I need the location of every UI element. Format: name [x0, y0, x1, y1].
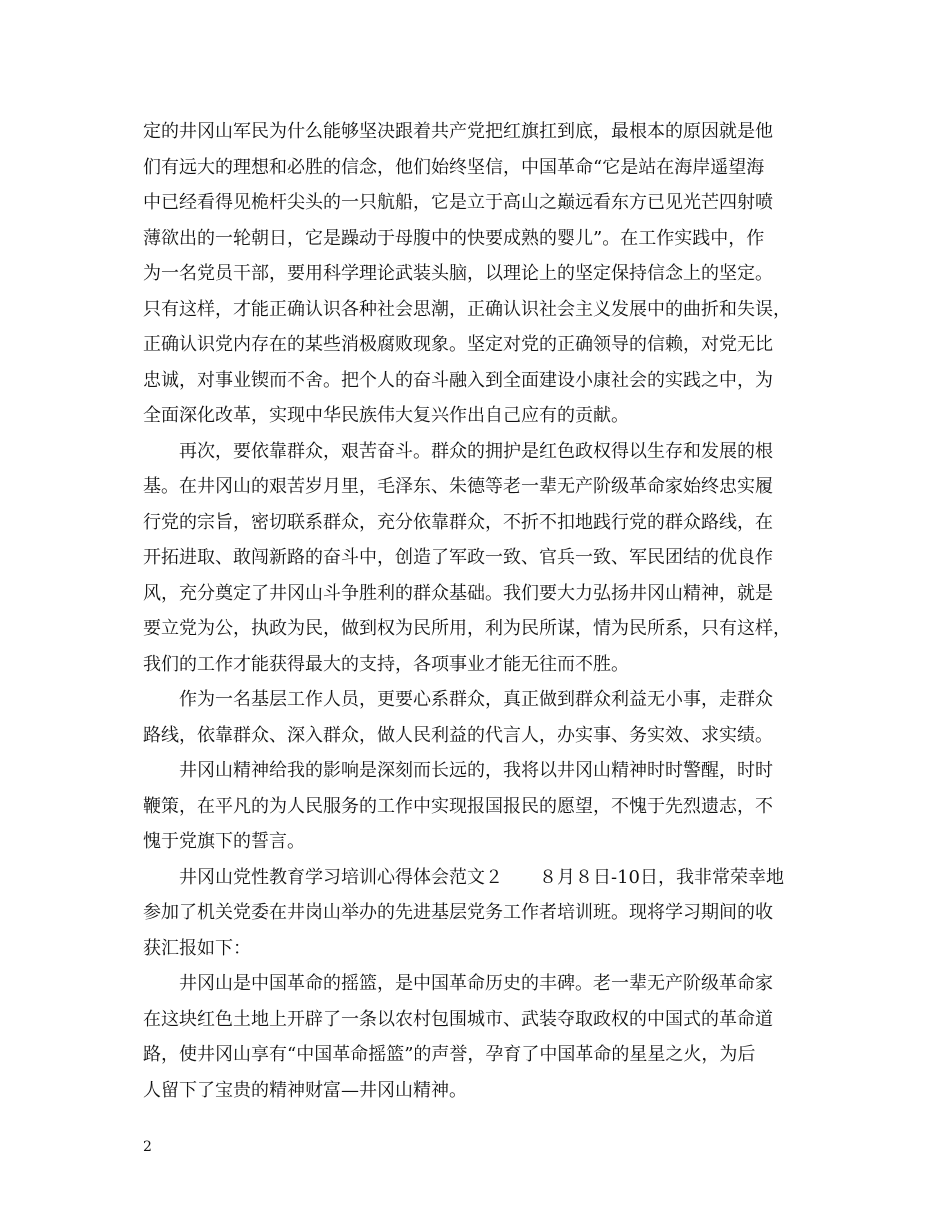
- text-line: 们有远大的理想和必胜的信念，他们始终坚信，中国革命“它是站在海岸遥望海: [143, 156, 765, 178]
- text-line: 行党的宗旨，密切联系群众，充分依靠群众，不折不扣地践行党的群众路线，在: [143, 511, 773, 533]
- text-line: 作为一名基层工作人员，更要心系群众，真正做到群众利益无小事，走群众: [143, 689, 773, 710]
- text-line: 只有这样，才能正确认识各种社会思潮，正确认识社会主义发展中的曲折和失误，: [143, 298, 791, 320]
- text-line: 基。在井冈山的艰苦岁月里，毛泽东、朱德等老一辈无产阶级革命家始终忠实履: [143, 476, 773, 497]
- text-line: 在这块红色土地上开辟了一条以农村包围城市、武装夺取政权的中国式的革命道: [143, 1008, 773, 1030]
- text-line: 正确认识党内存在的某些消极腐败现象。坚定对党的正确领导的信赖，对党无比: [143, 334, 773, 355]
- text-line: 薄欲出的一轮朝日，它是躁动于母腹中的快要成熟的婴儿”。在工作实践中，作: [143, 227, 765, 249]
- text-line: 再次，要依靠群众，艰苦奋斗。群众的拥护是红色政权得以生存和发展的根: [143, 440, 773, 462]
- text-line: 井冈山党性教育学习培训心得体会范文２ ８月８日-10日，我非常荣幸地: [143, 866, 784, 888]
- text-line: 风，充分奠定了井冈山斗争胜利的群众基础。我们要大力弘扬井冈山精神，就是: [143, 582, 773, 604]
- text-line: 路线，依靠群众、深入群众，做人民利益的代言人，办实事、务实效、求实绩。: [143, 724, 773, 746]
- text-line: 愧于党旗下的誓言。: [143, 831, 305, 852]
- text-line: 路，使井冈山享有“中国革命摇篮”的声誉，孕育了中国革命的星星之火，为后: [143, 1044, 756, 1065]
- text-line: 井冈山精神给我的影响是深刻而长远的，我将以井冈山精神时时警醒，时时: [143, 760, 773, 781]
- text-line: 定的井冈山军民为什么能够坚决跟着共产党把红旗扛到底，最根本的原因就是他: [143, 121, 773, 142]
- text-line: 为一名党员干部，要用科学理论武装头脑，以理论上的坚定保持信念上的坚定。: [143, 263, 773, 284]
- text-line: 井冈山是中国革命的摇篮，是中国革命历史的丰碑。老一辈无产阶级革命家: [143, 973, 773, 994]
- body-text: [143, 114, 815, 1108]
- text-line: 人留下了宝贵的精神财富—井冈山精神。: [143, 1079, 467, 1101]
- text-line: 参加了机关党委在井岗山举办的先进基层党务工作者培训班。现将学习期间的收: [143, 902, 773, 923]
- text-line: 鞭策，在平凡的为人民服务的工作中实现报国报民的愿望，不愧于先烈遗志，不: [143, 795, 773, 817]
- text-line: 要立党为公，执政为民，做到权为民所用，利为民所谋，情为民所系，只有这样，: [143, 618, 791, 639]
- page-number: 2: [143, 1139, 152, 1155]
- text-line: 全面深化改革，实现中华民族伟大复兴作出自己应有的贡献。: [143, 405, 629, 426]
- text-line: 开拓进取、敢闯新路的奋斗中，创造了军政一致、官兵一致、军民团结的优良作: [143, 547, 773, 568]
- text-line: 忠诚，对事业锲而不舍。把个人的奋斗融入到全面建设小康社会的实践之中，为: [143, 369, 773, 391]
- text-line: 中已经看得见桅杆尖头的一只航船，它是立于高山之巅远看东方已见光芒四射喷: [143, 192, 773, 213]
- text-line: 获汇报如下：: [143, 937, 251, 959]
- text-line: 我们的工作才能获得最大的支持，各项事业才能无往而不胜。: [143, 653, 629, 675]
